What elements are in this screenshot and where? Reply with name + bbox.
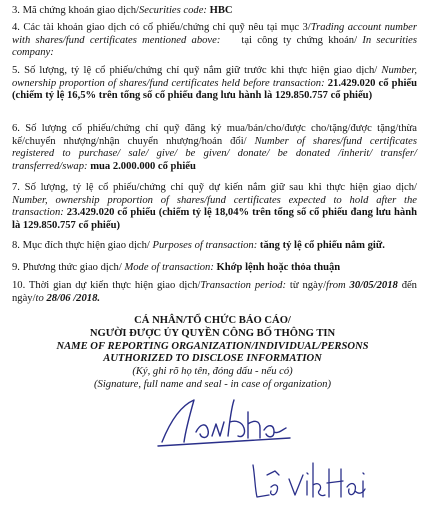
item-7-holdings-after: 7. Số lượng, tỷ lệ cổ phiếu/chứng chỉ quỹ dự kiến nắm giữ sau khi thực hiện giao dịch/ Number, ownership proportion of shares/fund certificates expected to hold after the transaction: 23.429.020 cổ phiếu (chiếm tỷ lệ 18,04% trên tổng số cổ phiếu đang lưu hành là 129.850.757 cổ phiếu) [12, 182, 417, 231]
reporter-heading-vi: CÁ NHÂN/TỔ CHỨC BÁO CÁO/ [134, 315, 291, 326]
handwritten-signature [150, 392, 300, 452]
item-9-mode: 9. Phương thức giao dịch/ Mode of transaction: Khớp lệnh hoặc thỏa thuận [12, 262, 341, 273]
authorized-person-heading-en: AUTHORIZED TO DISCLOSE INFORMATION [103, 353, 322, 365]
item-8-purpose: 8. Mục đích thực hiện giao dịch/ Purposes of transaction: tăng tỷ lệ cổ phiếu nắm giữ. [12, 240, 385, 251]
signature-heading-block [40, 315, 385, 392]
item-6-registered-shares: 6. Số lượng cổ phiếu/chứng chỉ quỹ đăng ký mua/bán/cho/được cho/tặng/được tặng/thừa kế/chuyển nhượng/nhận chuyển nhượng/hoán đổi/ Number of shares/fund certificates registered to purchase/ sale/ give/ be given/ donate/ be donated /inherit/ transfer/ transferred/swap: mua 2.000.000 cổ phiếu [12, 123, 417, 172]
item-10-period: 10. Thời gian dự kiến thực hiện giao dịch/Transaction period: từ ngày/from 30/05/2018 đến ngày/to 28/06 /2018. [12, 280, 417, 304]
signature-instruction-vi: (Ký, ghi rõ họ tên, đóng dấu - nếu có) [132, 366, 293, 378]
authorized-person-heading-vi: NGƯỜI ĐƯỢC ỦY QUYỀN CÔNG BỐ THÔNG TIN [89, 327, 336, 339]
handwritten-name [245, 453, 375, 505]
item-4-trading-account: 4. Các tài khoản giao dịch có cổ phiếu/chứng chỉ quỹ nêu tại mục 3/Trading account number with shares/fund certificates mentioned above: tại công ty chứng khoán/ In securities company: [12, 22, 417, 59]
item-5-holdings-before: 5. Số lượng, tỷ lệ cổ phiếu/chứng chỉ quỹ nắm giữ trước khi thực hiện giao dịch/ Number, ownership proportion of shares/fund certificates held before transaction: 21.429.020 cổ phiếu (chiếm tỷ lệ 16,5% trên tổng số cổ phiếu đang lưu hành là 129.850.757 cổ phiếu) [12, 65, 417, 102]
item-3-securities-code: 3. Mã chứng khoán giao dịch/Securities code: HBC [12, 5, 233, 16]
reporter-heading-en: NAME OF REPORTING ORGANIZATION/INDIVIDUAL/PERSONS [56, 340, 369, 352]
signature-instruction-en: (Signature, full name and seal - in case of organization) [94, 378, 331, 390]
